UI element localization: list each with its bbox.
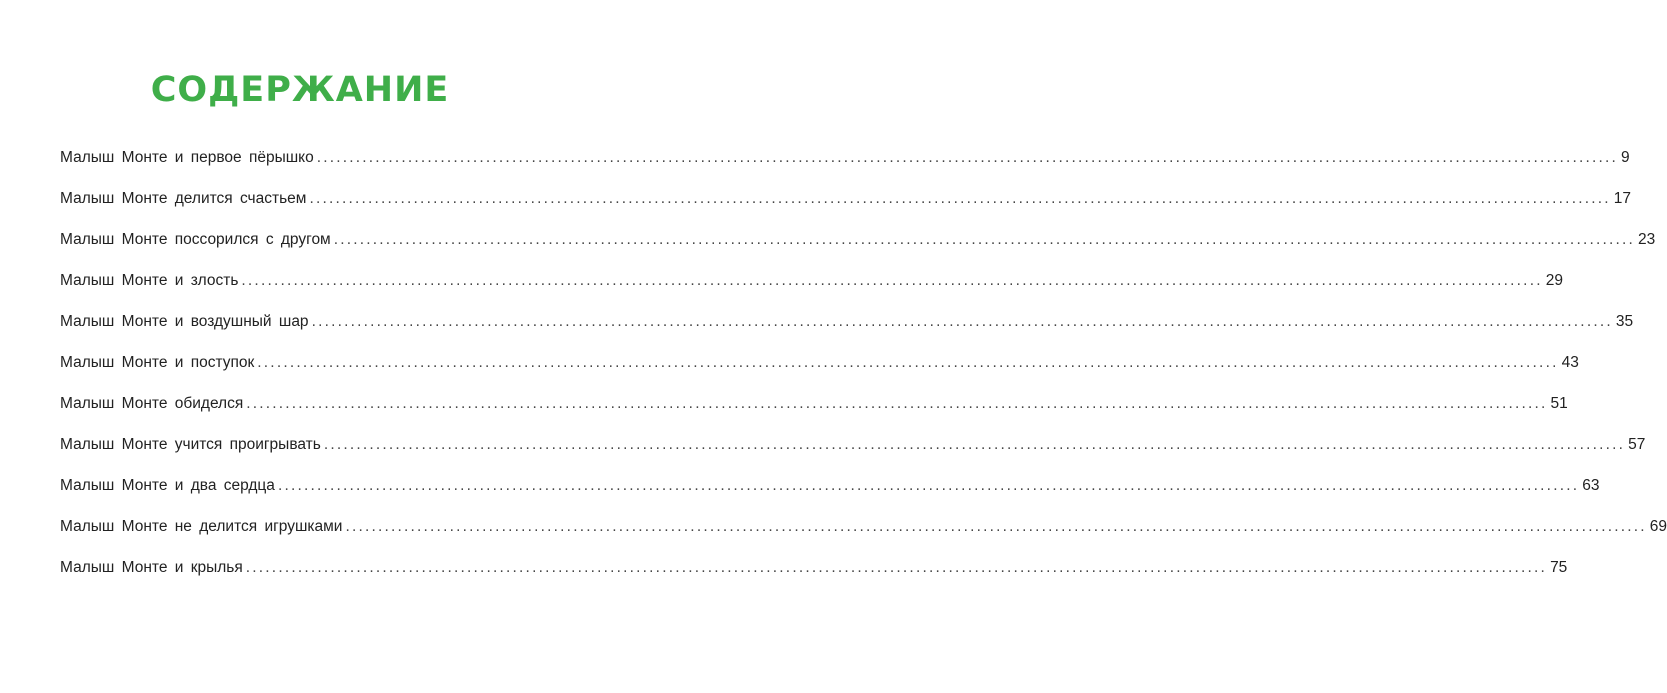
toc-entry	[60, 511, 1667, 552]
toc-entry	[60, 388, 1568, 429]
toc-entry	[60, 429, 1646, 470]
toc-entry-page: 17	[1613, 190, 1631, 207]
toc-entry-title: Малыш Монте обиделся	[60, 395, 244, 412]
toc-dot-leader: ........................................................................................................................................................................................................	[345, 518, 1647, 535]
toc-dot-leader: ........................................................................................................................................................................................................	[316, 149, 1619, 166]
page-title: СОДЕРЖАНИЕ	[150, 70, 450, 110]
toc-dot-leader: ........................................................................................................................................................................................................	[309, 190, 1611, 207]
toc-entry-title: Малыш Монте поссорился с другом	[60, 231, 331, 248]
toc-dot-leader: ........................................................................................................................................................................................................	[245, 559, 1548, 576]
toc-entry-page: 9	[1621, 149, 1630, 166]
toc-entry-page: 63	[1582, 477, 1600, 494]
toc-entry-title: Малыш Монте и два сердца	[60, 477, 275, 494]
toc-entry-page: 43	[1561, 354, 1579, 371]
toc-entry-page: 57	[1628, 436, 1646, 453]
toc-dot-leader: ........................................................................................................................................................................................................	[277, 477, 1580, 494]
toc-entry-page: 35	[1615, 313, 1634, 330]
toc-entry	[60, 265, 1563, 306]
toc-dot-leader: ........................................................................................................................................................................................................	[257, 354, 1559, 371]
toc-entry	[60, 142, 1630, 183]
toc-entry-title: Малыш Монте и злость	[60, 272, 239, 289]
toc-entry	[60, 347, 1579, 388]
toc-entry-title: Малыш Монте не делится игрушками	[60, 518, 343, 535]
toc-entry-page: 51	[1550, 395, 1568, 412]
toc-entry-title: Малыш Монте и воздушный шар	[60, 313, 309, 330]
toc-entry-title: Малыш Монте и крылья	[60, 559, 243, 576]
toc-dot-leader: ........................................................................................................................................................................................................	[246, 395, 1548, 412]
toc-dot-leader: ........................................................................................................................................................................................................	[333, 231, 1635, 248]
table-of-contents	[60, 142, 1667, 593]
toc-dot-leader: ........................................................................................................................................................................................................	[323, 436, 1626, 453]
toc-entry	[60, 552, 1568, 593]
toc-entry	[60, 306, 1634, 347]
toc-entry-page: 75	[1550, 559, 1568, 576]
toc-entry-page: 23	[1638, 231, 1656, 248]
toc-entry	[60, 224, 1656, 265]
toc-dot-leader: ........................................................................................................................................................................................................	[311, 313, 1613, 330]
toc-entry-page: 69	[1649, 518, 1667, 535]
toc-entry-title: Малыш Монте и первое пёрышко	[60, 149, 314, 166]
toc-entry	[60, 183, 1631, 224]
toc-entry-title: Малыш Монте учится проигрывать	[60, 436, 321, 453]
toc-entry-page: 29	[1545, 272, 1563, 289]
toc-entry-title: Малыш Монте и поступок	[60, 354, 255, 371]
toc-entry	[60, 470, 1600, 511]
toc-dot-leader: ........................................................................................................................................................................................................	[241, 272, 1543, 289]
toc-entry-title: Малыш Монте делится счастьем	[60, 190, 307, 207]
